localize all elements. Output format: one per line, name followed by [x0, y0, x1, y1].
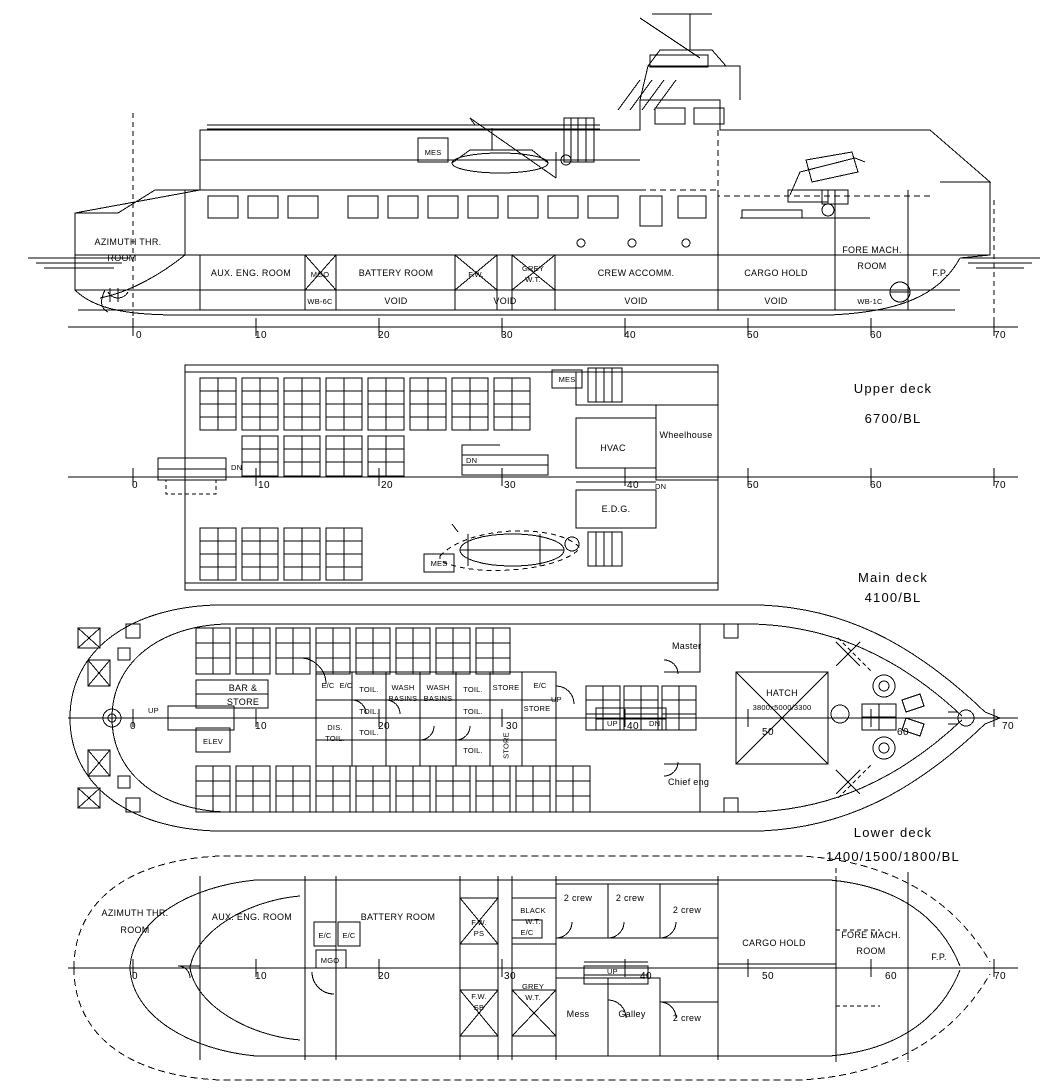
profile-label-void-2: VOID — [493, 296, 517, 306]
lower-label-fw-ps: F.W. — [471, 918, 487, 927]
main-tick-50: 50 — [761, 727, 775, 738]
lower-tick-40: 40 — [639, 971, 653, 982]
profile-label-wb1c: WB-1C — [857, 297, 883, 306]
profile-tick-50: 50 — [746, 330, 760, 341]
profile-label-battery-room: BATTERY ROOM — [358, 268, 434, 278]
profile-tick-40: 40 — [623, 330, 637, 341]
main-tick-0: 0 — [130, 721, 137, 732]
main-label-store-1: STORE — [492, 683, 520, 692]
profile-label-mgo: MGO — [310, 270, 330, 279]
main-label-up-right: UP — [607, 719, 618, 728]
main-label-up-left: UP — [148, 706, 159, 715]
lower-label-mess: Mess — [566, 1009, 590, 1019]
main-label-store-2: STORE — [501, 732, 511, 759]
upper-label-mes-bottom: MES — [430, 559, 448, 568]
main-label-escape-2: E/C — [339, 681, 353, 690]
deck-value-upper: 6700/BL — [864, 411, 922, 426]
main-tick-70: 70 — [1001, 721, 1015, 732]
deck-title-main: Main deck — [857, 570, 929, 585]
profile-tick-20: 20 — [377, 330, 391, 341]
lower-tick-70: 70 — [993, 971, 1007, 982]
deck-value-main: 4100/BL — [864, 590, 922, 605]
lower-label-azimuth: AZIMUTH THR. — [101, 908, 169, 918]
upper-label-mes-top: MES — [558, 375, 576, 384]
lower-label-escape-3: E/C — [520, 928, 534, 937]
upper-label-wheelhouse: Wheelhouse — [659, 430, 713, 440]
profile-label-wt: W.T. — [525, 275, 541, 284]
deck-value-lower: 1400/1500/1800/BL — [826, 849, 960, 864]
upper-tick-60: 60 — [869, 480, 883, 491]
profile-label-grey: GREY — [521, 264, 545, 273]
deck-title-lower: Lower deck — [853, 825, 933, 840]
profile-label-fw: F.W. — [468, 270, 484, 279]
lower-label-fore-mach-2: ROOM — [856, 946, 886, 956]
lower-tick-10: 10 — [254, 971, 268, 982]
upper-label-dn-right: DN — [655, 482, 667, 491]
main-label-bar-store-2: STORE — [226, 697, 260, 707]
upper-tick-0: 0 — [132, 480, 139, 491]
upper-tick-30: 30 — [503, 480, 517, 491]
upper-label-edg: E.D.G. — [601, 504, 631, 514]
profile-label-azimuth-thruster-room: AZIMUTH THR. — [94, 237, 162, 247]
main-label-toil-3: TOIL. — [359, 728, 379, 737]
upper-tick-10: 10 — [257, 480, 271, 491]
profile-label-fore-mach-room: FORE MACH. — [842, 245, 902, 255]
main-label-toil-4: TOIL. — [463, 685, 483, 694]
main-label-master: Master — [672, 641, 702, 651]
lower-label-fore-mach: FORE MACH. — [841, 930, 901, 940]
main-label-escape-3: E/C — [533, 681, 547, 690]
lower-label-escape-2: E/C — [342, 931, 356, 940]
lower-label-battery: BATTERY ROOM — [360, 912, 436, 922]
main-tick-40: 40 — [626, 721, 640, 732]
lower-tick-60: 60 — [884, 971, 898, 982]
profile-tick-0: 0 — [136, 330, 143, 341]
lower-label-up: UP — [607, 967, 618, 976]
lower-label-azimuth-2: ROOM — [120, 925, 150, 935]
profile-tick-70: 70 — [993, 330, 1007, 341]
main-label-escape-1: E/C — [321, 681, 335, 690]
upper-tick-40: 40 — [626, 480, 640, 491]
lower-label-grey-wt-2: W.T. — [525, 993, 541, 1002]
profile-label-mes: MES — [424, 148, 442, 157]
profile-tick-60: 60 — [869, 330, 883, 341]
main-label-up-mid: UP — [551, 695, 562, 704]
lower-label-fw-ps-2: PS — [473, 929, 485, 938]
main-label-toil-1: TOIL. — [359, 685, 379, 694]
upper-tick-50: 50 — [746, 480, 760, 491]
upper-label-dn-mid: DN — [466, 456, 478, 465]
main-label-dn-right: DN — [649, 719, 661, 728]
lower-label-galley: Galley — [618, 1009, 646, 1019]
profile-label-void-3: VOID — [624, 296, 648, 306]
main-tick-30: 30 — [505, 721, 519, 732]
main-label-dis-toil-2: TOIL. — [325, 734, 345, 743]
upper-tick-20: 20 — [380, 480, 394, 491]
profile-label-void-4: VOID — [764, 296, 788, 306]
profile-label-wb6c: WB-6C — [307, 297, 333, 306]
main-label-hatch-dim: 3800x5000/3300 — [752, 703, 812, 712]
lower-label-black-wt: BLACK — [520, 906, 546, 915]
lower-label-crew-3: 2 crew — [672, 905, 702, 915]
profile-label-void-1: VOID — [384, 296, 408, 306]
upper-label-dn-left: DN — [231, 463, 243, 472]
upper-label-hvac: HVAC — [600, 443, 626, 453]
profile-label-fp: F.P. — [932, 268, 948, 278]
profile-tick-30: 30 — [500, 330, 514, 341]
lower-label-mgo: MGO — [320, 956, 340, 965]
lower-label-aux-eng: AUX. ENG. ROOM — [211, 912, 293, 922]
main-label-hatch: HATCH — [766, 688, 798, 698]
profile-label-fore-mach-room-2: ROOM — [857, 261, 887, 271]
profile-label-aux-eng-room: AUX. ENG. ROOM — [210, 268, 292, 278]
main-tick-20: 20 — [377, 721, 391, 732]
main-label-wash-basins-1: WASH — [391, 683, 415, 692]
lower-label-cargo-hold: CARGO HOLD — [742, 938, 806, 948]
lower-label-fw-sb: F.W. — [471, 992, 487, 1001]
lower-label-crew-2: 2 crew — [615, 893, 645, 903]
main-label-wash-basins-2b: BASINS — [423, 694, 453, 703]
main-label-wash-basins-1b: BASINS — [388, 694, 418, 703]
lower-label-crew-1: 2 crew — [563, 893, 593, 903]
main-tick-60: 60 — [896, 727, 910, 738]
main-label-elev: ELEV — [203, 737, 223, 746]
profile-label-cargo-hold: CARGO HOLD — [744, 268, 808, 278]
lower-label-grey-wt: GREY — [521, 982, 545, 991]
profile-label-crew-accomm: CREW ACCOMM. — [597, 268, 675, 278]
lower-tick-30: 30 — [503, 971, 517, 982]
profile-tick-10: 10 — [254, 330, 268, 341]
lower-tick-0: 0 — [132, 971, 139, 982]
profile-label-azimuth-thruster-room-2: ROOM — [107, 253, 137, 263]
lower-label-black-wt-2: W.T. — [525, 917, 541, 926]
main-label-store-3: STORE — [523, 704, 551, 713]
main-label-toil-5: TOIL. — [463, 707, 483, 716]
upper-tick-70: 70 — [993, 480, 1007, 491]
main-label-toil-2: TOIL. — [359, 707, 379, 716]
lower-label-crew-4: 2 crew — [672, 1013, 702, 1023]
main-label-dis-toil: DIS. — [327, 723, 343, 732]
main-label-chief-eng: Chief eng — [668, 777, 710, 787]
lower-tick-50: 50 — [761, 971, 775, 982]
main-label-wash-basins-2: WASH — [426, 683, 450, 692]
main-label-bar-store: BAR & — [228, 683, 258, 693]
lower-label-fw-sb-2: SB — [473, 1003, 485, 1012]
main-tick-10: 10 — [254, 721, 268, 732]
deck-title-upper: Upper deck — [853, 381, 933, 396]
lower-label-escape-1: E/C — [318, 931, 332, 940]
lower-label-fp: F.P. — [931, 952, 947, 962]
main-label-toil-6: TOIL. — [463, 746, 483, 755]
lower-tick-20: 20 — [377, 971, 391, 982]
